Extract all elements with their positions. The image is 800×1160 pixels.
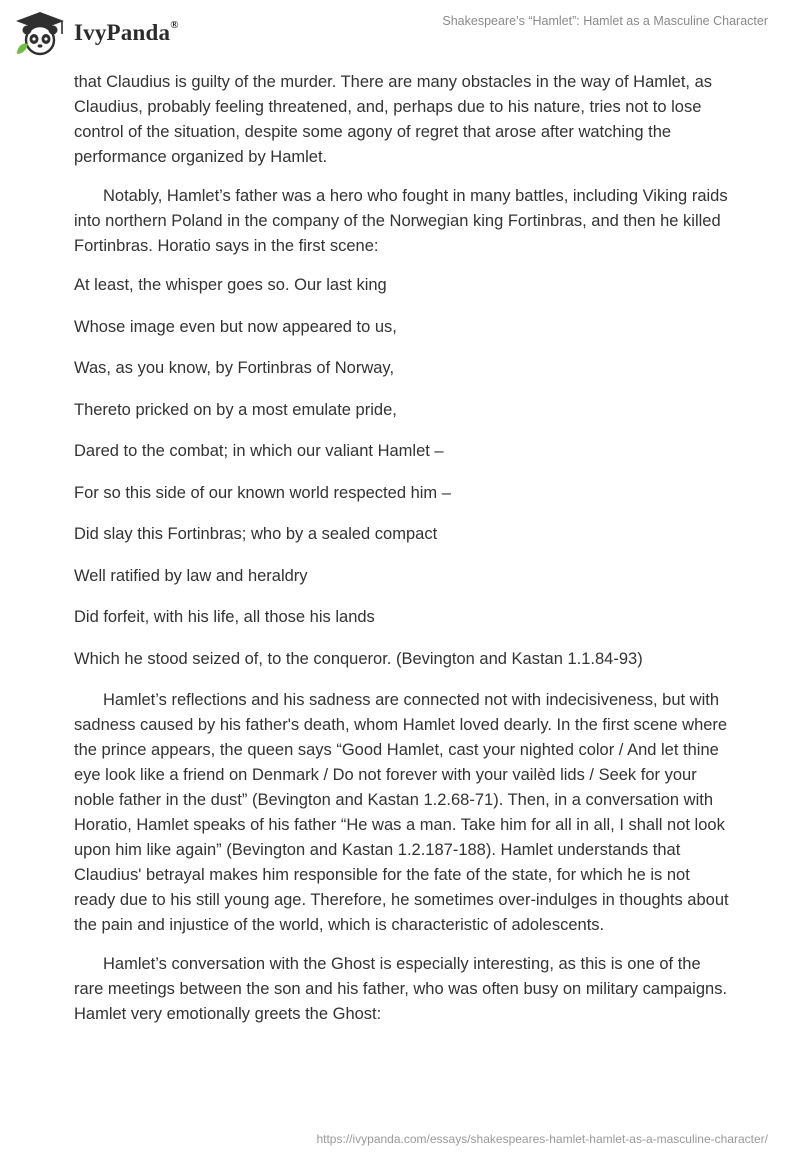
verse-line: At least, the whisper goes so. Our last king (74, 276, 387, 294)
site-logo[interactable] (14, 10, 179, 56)
source-url[interactable]: https://ivypanda.com/essays/shakespeares-hamlet-hamlet-as-a-masculine-character/ (316, 1132, 768, 1146)
verse-line: Was, as you know, by Fortinbras of Norway, (74, 359, 395, 377)
paragraph: that Claudius is guilty of the murder. There are many obstacles in the way of Hamlet, as Claudius, probably feeling threatened, and, perhaps due to his nature, tries not to lose control of the situation, despite some agony of regret that arose after watching the performance organized by Hamlet. (74, 73, 713, 166)
verse-line: Did slay this Fortinbras; who by a sealed compact (74, 525, 438, 543)
essay-content (74, 70, 734, 1041)
verse-line: Well ratified by law and heraldry (74, 566, 308, 585)
paragraph: Hamlet’s conversation with the Ghost is especially interesting, as this is one of the rare meetings between the son and his father, who was often busy on military campaigns. Hamlet very emotionally greets the Ghost: (74, 955, 728, 1023)
verse-line: Thereto pricked on by a most emulate pride, (74, 400, 397, 419)
document-title: Shakespeare’s “Hamlet”: Hamlet as a Masculine Character (442, 14, 768, 28)
logo-text: IvyPanda® (74, 19, 179, 45)
verse-line: For so this side of our known world respected him – (74, 483, 451, 502)
page-header (0, 0, 800, 70)
verse-line: Dared to the combat; in which our valiant Hamlet – (74, 442, 444, 460)
verse-line: Which he stood seized of, to the conqueror. (Bevington and Kastan 1.1.84-93) (74, 649, 643, 668)
verse-line: Whose image even but now appeared to us, (74, 317, 397, 336)
paragraph: Notably, Hamlet’s father was a hero who fought in many battles, including Viking raids into northern Poland in the company of the Norwegian king Fortinbras, and then he killed Fortinbras. Horatio says in the first scene: (74, 187, 728, 255)
panda-graduate-icon (14, 10, 66, 56)
paragraph: Hamlet’s reflections and his sadness are connected not with indecisiveness, but with sadness caused by his father's death, whom Hamlet loved dearly. In the first scene where the prince appears, the queen says “Good Hamlet, cast your nighted color / And let thine eye look like a friend on Denmark / Do not forever with your vailèd lids / Seek for your noble father in the dust” (Bevington and Kastan 1.2.68-71). Then, in a conversation with Horatio, Hamlet speaks of his father “He was a man. Take him for all in all, I shall not look upon him like again” (Bevington and Kastan 1.2.187-188). Hamlet understands that Claudius' betrayal makes him responsible for the fate of the state, for which he is not ready due to his still young age. Therefore, he sometimes over-indulges in thoughts about the pain and injustice of the world, which is characteristic of adolescents. (74, 691, 729, 934)
verse-line: Did forfeit, with his life, all those his lands (74, 608, 375, 626)
